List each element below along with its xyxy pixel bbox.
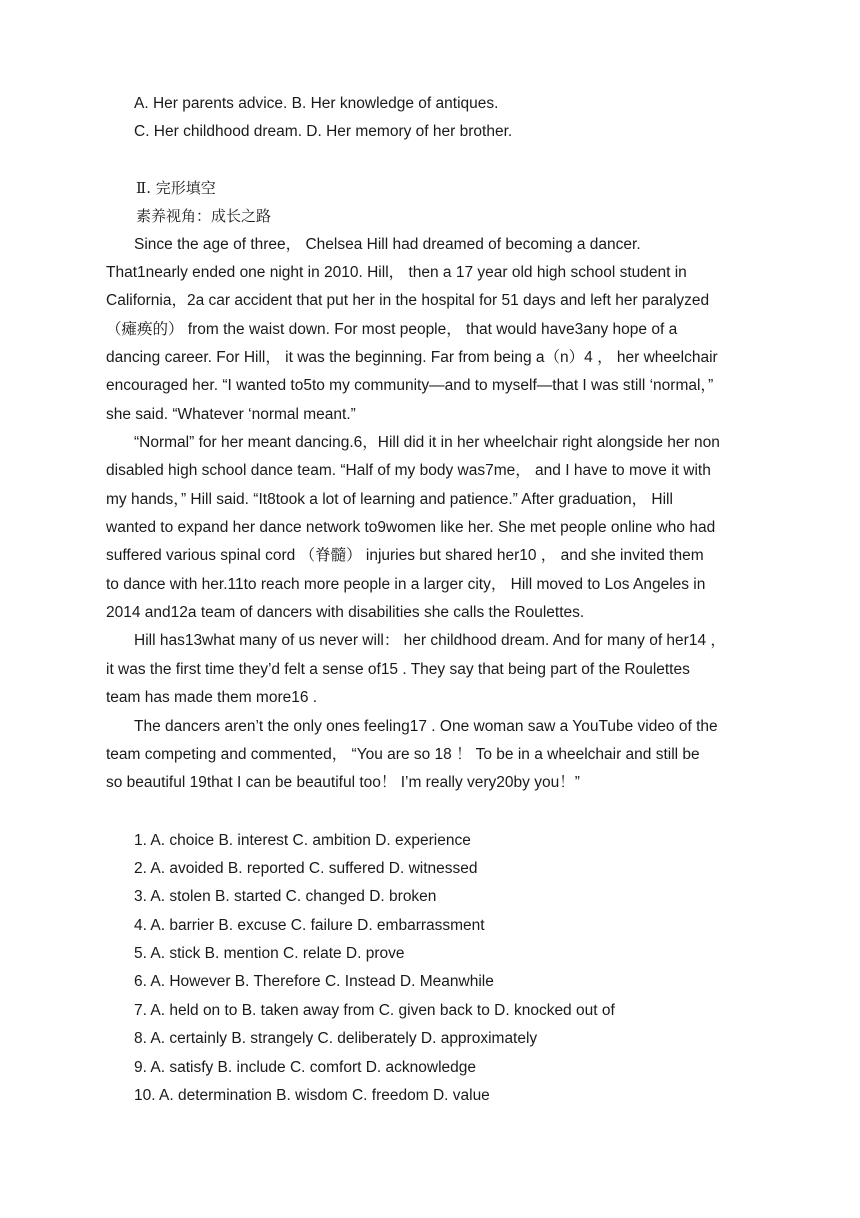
question-line: 4. A. barrier B. excuse C. failure D. embarrassment bbox=[134, 917, 485, 934]
passage-line: The dancers aren’t the only ones feeling17 . One woman saw a YouTube video of the bbox=[134, 718, 718, 735]
passage-line: team competing and commented， “You are so 18 ！ To be in a wheelchair and still be bbox=[106, 746, 700, 763]
passage-line: my hands，” Hill said. “It8took a lot of learning and patience.” After graduation， Hill bbox=[106, 491, 673, 508]
question-line: 2. A. avoided B. reported C. suffered D. witnessed bbox=[134, 860, 478, 877]
question-line: 6. A. However B. Therefore C. Instead D. Meanwhile bbox=[134, 973, 494, 990]
question-line: 8. A. certainly B. strangely C. deliberately D. approximately bbox=[134, 1030, 538, 1047]
passage-line: That1nearly ended one night in 2010. Hill， then a 17 year old high school student in bbox=[106, 264, 687, 281]
passage-line: dancing career. For Hill， it was the beginning. Far from being a（n）4 ， her wheelchair bbox=[106, 349, 718, 366]
passage-line: team has made them more16 . bbox=[106, 689, 318, 706]
section-heading: Ⅱ. 完形填空 bbox=[136, 179, 216, 197]
passage-line: wanted to expand her dance network to9women like her. She met people online who had bbox=[106, 519, 716, 536]
passage-line: Hill has13what many of us never will： her childhood dream. And for many of her14 ， bbox=[134, 632, 726, 649]
question-line: 3. A. stolen B. started C. changed D. broken bbox=[134, 888, 437, 905]
passage-line: “Normal” for her meant dancing.6，Hill did it in her wheelchair right alongside her non bbox=[134, 434, 720, 451]
passage-line: California，2a car accident that put her in the hospital for 51 days and left her paralyzed bbox=[106, 292, 710, 309]
passage-line: Since the age of three， Chelsea Hill had dreamed of becoming a dancer. bbox=[134, 236, 641, 253]
passage-line: disabled high school dance team. “Half of my body was7me， and I have to move it with bbox=[106, 462, 711, 479]
question-line: 5. A. stick B. mention C. relate D. prove bbox=[134, 945, 405, 962]
question-line: 10. A. determination B. wisdom C. freedom D. value bbox=[134, 1087, 490, 1104]
passage-line: to dance with her.11to reach more people in a larger city， Hill moved to Los Angeles in bbox=[106, 576, 706, 593]
option-line: A. Her parents advice. B. Her knowledge of antiques. bbox=[134, 95, 499, 112]
passage-line: suffered various spinal cord （脊髓） injuries but shared her10 ， and she invited them bbox=[106, 547, 704, 564]
passage-line: （瘫痪的） from the waist down. For most people， that would have3any hope of a bbox=[106, 321, 678, 338]
question-line: 9. A. satisfy B. include C. comfort D. acknowledge bbox=[134, 1059, 477, 1076]
passage-line: so beautiful 19that I can be beautiful too！ I’m really very20by you！” bbox=[106, 774, 580, 791]
passage-line: encouraged her. “I wanted to5to my community—and to myself—that I was still ‘normal，” bbox=[106, 377, 714, 394]
passage-line: 2014 and12a team of dancers with disabilities she calls the Roulettes. bbox=[106, 604, 585, 621]
question-line: 1. A. choice B. interest C. ambition D. experience bbox=[134, 832, 471, 849]
passage-line: it was the first time they’d felt a sense of15 . They say that being part of the Roulettes bbox=[106, 661, 690, 678]
passage-line: she said. “Whatever ‘normal meant.” bbox=[106, 406, 356, 423]
section-subheading: 素养视角：成长之路 bbox=[136, 207, 272, 225]
option-line: C. Her childhood dream. D. Her memory of her brother. bbox=[134, 123, 513, 140]
question-line: 7. A. held on to B. taken away from C. given back to D. knocked out of bbox=[134, 1002, 615, 1019]
